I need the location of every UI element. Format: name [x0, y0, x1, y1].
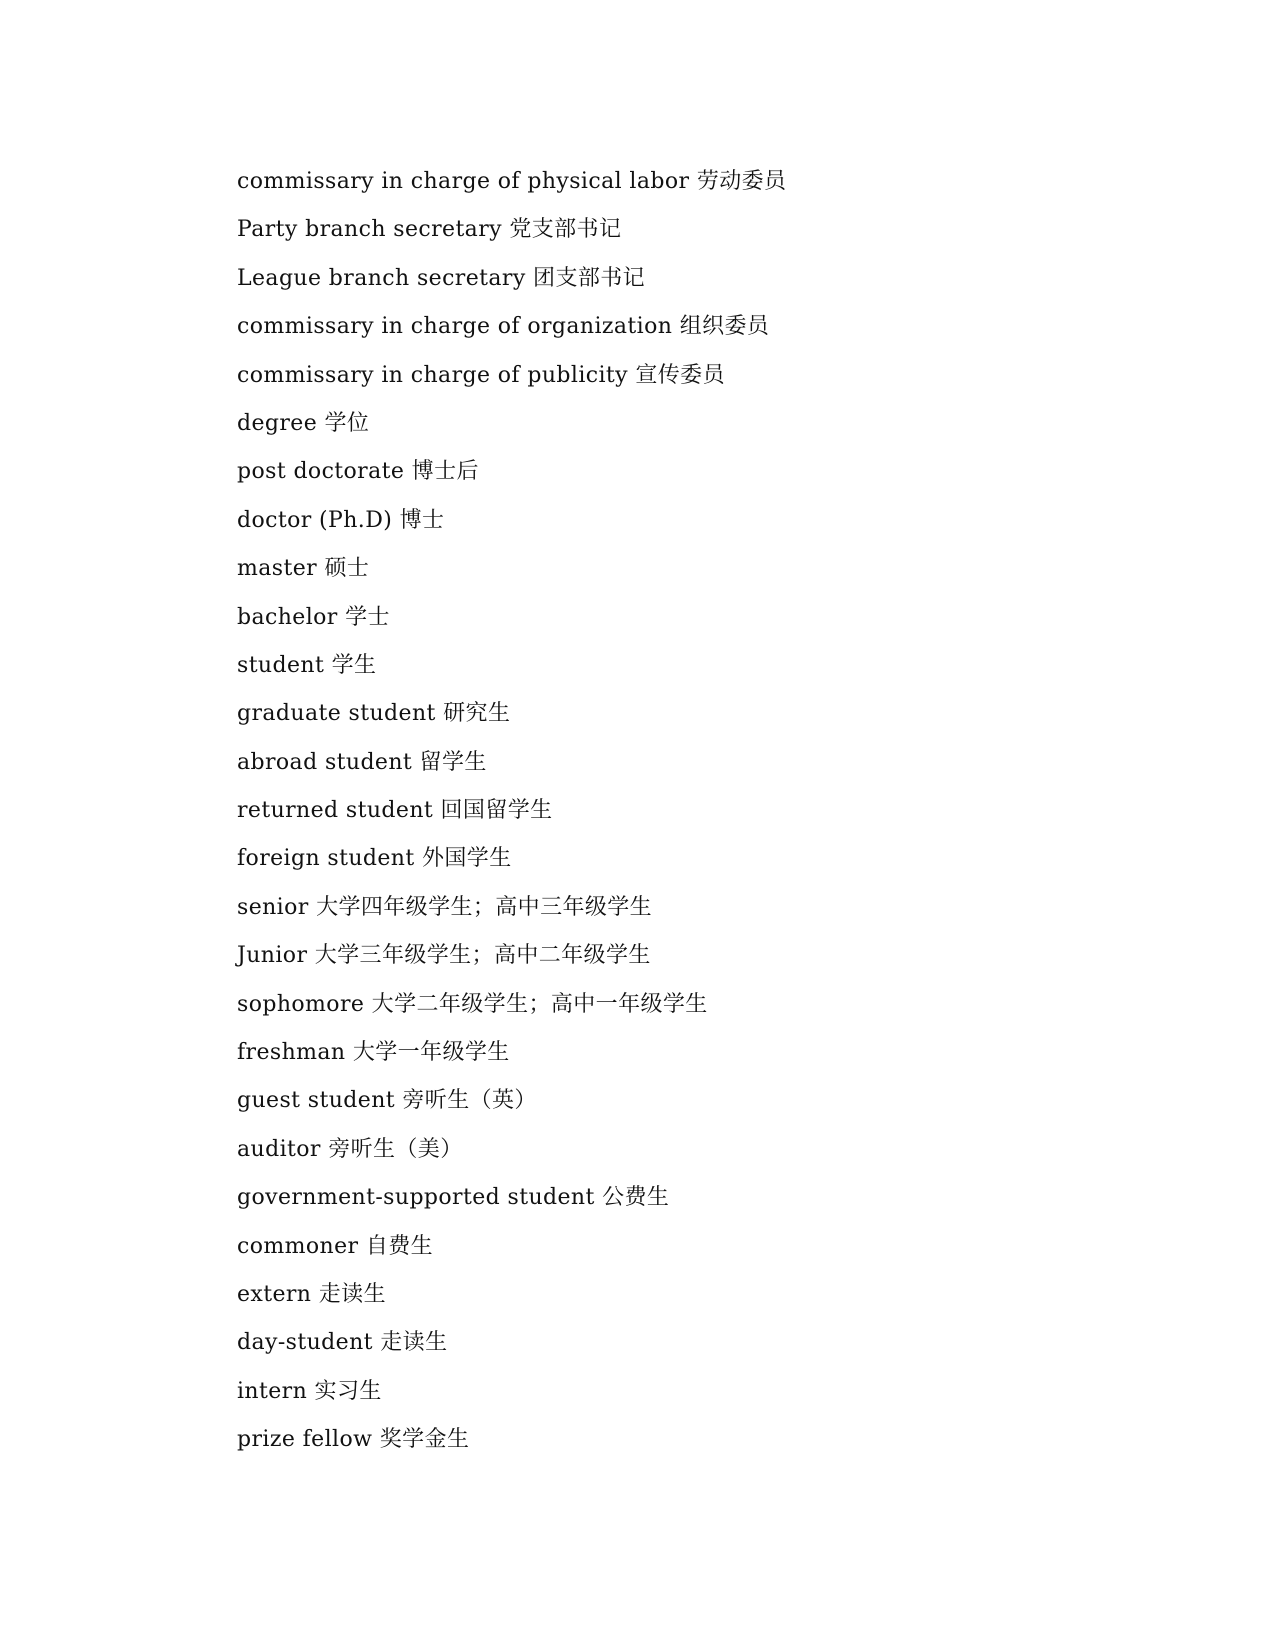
- vocabulary-entry: doctor (Ph.D) 博士: [237, 507, 445, 533]
- vocabulary-entry: auditor 旁听生（美）: [237, 1136, 463, 1162]
- vocabulary-entry: student 学生: [237, 652, 377, 678]
- vocabulary-entry: commissary in charge of organization 组织委员: [237, 314, 770, 340]
- vocabulary-entry: abroad student 留学生: [237, 749, 487, 775]
- vocabulary-entry: graduate student 研究生: [237, 701, 511, 727]
- vocabulary-list: [237, 158, 786, 1465]
- vocabulary-entry: sophomore 大学二年级学生；高中一年级学生: [237, 991, 708, 1017]
- vocabulary-entry: intern 实习生: [237, 1378, 382, 1404]
- vocabulary-entry: commoner 自费生: [237, 1233, 434, 1259]
- vocabulary-entry: day-student 走读生: [237, 1330, 448, 1356]
- vocabulary-entry: League branch secretary 团支部书记: [237, 265, 646, 291]
- vocabulary-entry: Junior 大学三年级学生；高中二年级学生: [237, 943, 651, 969]
- vocabulary-entry: freshman 大学一年级学生: [237, 1040, 510, 1066]
- vocabulary-entry: senior 大学四年级学生；高中三年级学生: [237, 894, 653, 920]
- vocabulary-entry: commissary in charge of physical labor 劳动委员: [237, 169, 787, 194]
- vocabulary-entry: guest student 旁听生（英）: [237, 1088, 537, 1114]
- vocabulary-entry: commissary in charge of publicity 宣传委员: [237, 362, 725, 388]
- vocabulary-entry: extern 走读生: [237, 1281, 386, 1307]
- vocabulary-entry: government-supported student 公费生: [237, 1185, 670, 1211]
- vocabulary-entry: prize fellow 奖学金生: [237, 1427, 470, 1453]
- vocabulary-entry: returned student 回国留学生: [237, 798, 553, 824]
- vocabulary-entry: bachelor 学士: [237, 604, 390, 630]
- vocabulary-entry: post doctorate 博士后: [237, 459, 479, 485]
- vocabulary-entry: foreign student 外国学生: [237, 846, 512, 872]
- vocabulary-entry: degree 学位: [237, 410, 370, 436]
- vocabulary-entry: master 硕士: [237, 556, 370, 582]
- vocabulary-entry: Party branch secretary 党支部书记: [237, 217, 622, 243]
